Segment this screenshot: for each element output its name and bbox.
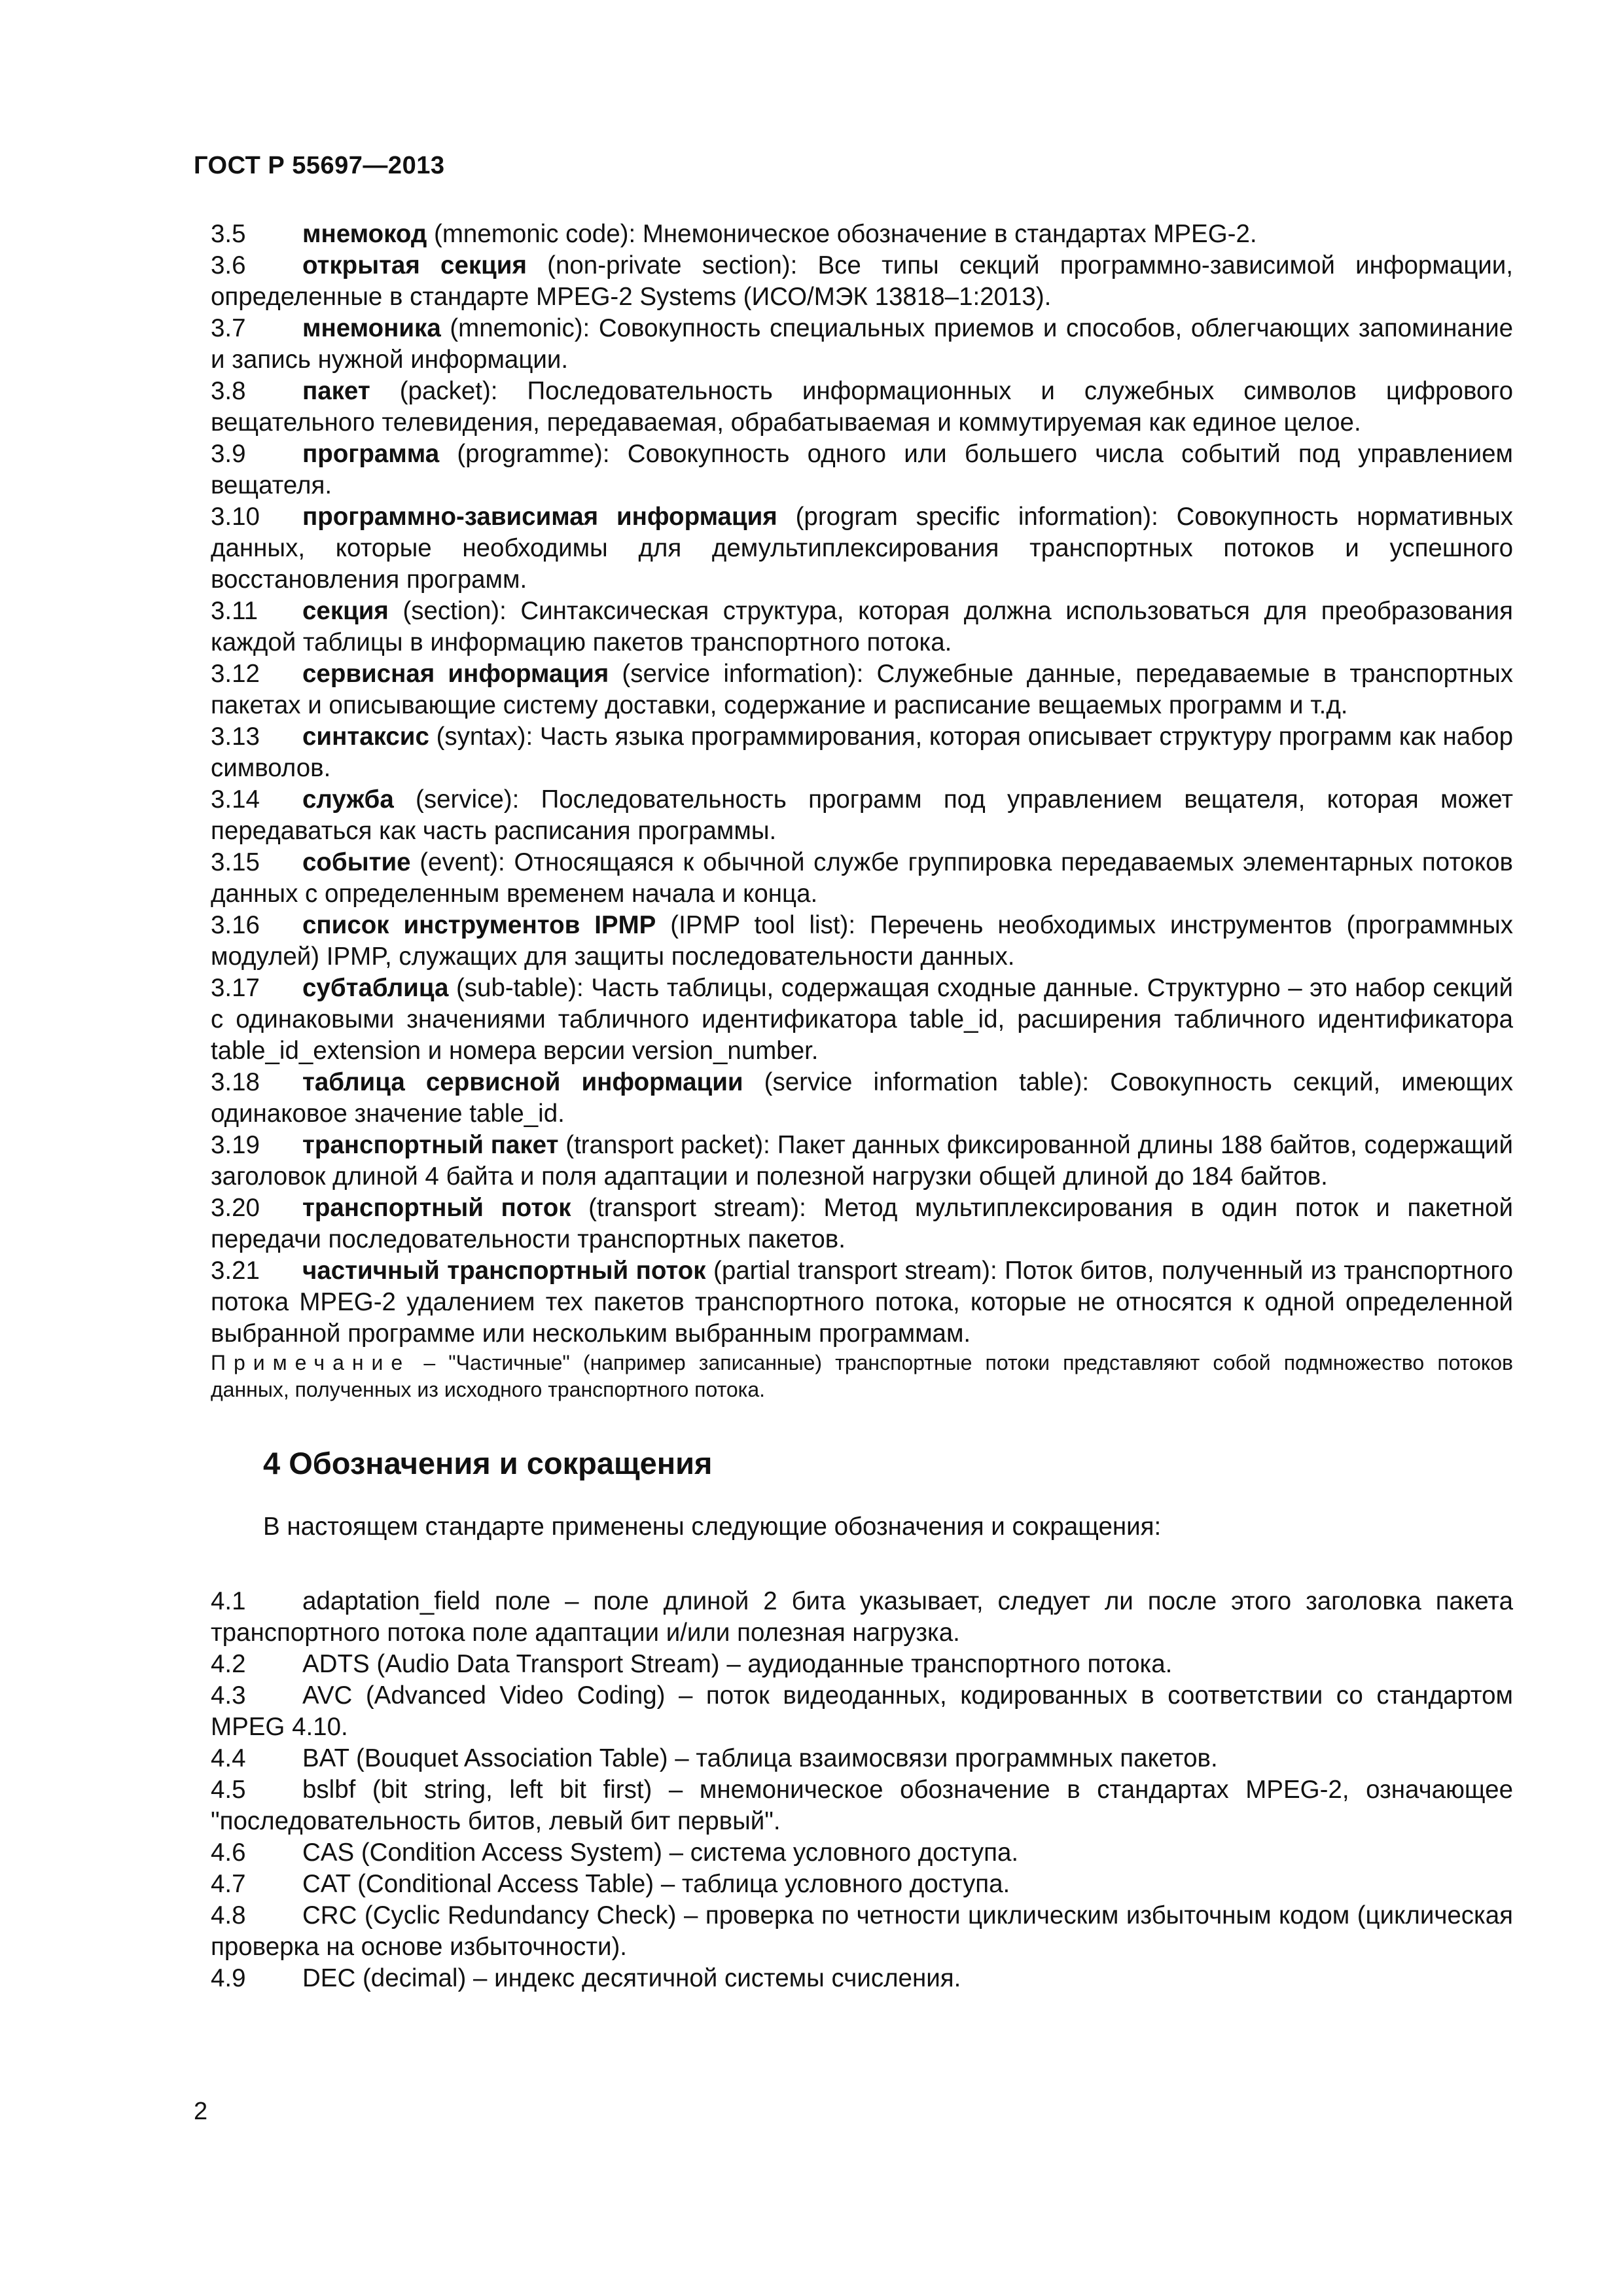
definition-term: пакет xyxy=(302,377,370,405)
abbreviation-number: 4.1 xyxy=(211,1587,246,1615)
definition-text: (programme): Совокупность одного или большего числа событий под управлением вещателя. xyxy=(211,440,1513,499)
note-text: – "Частичные" (например записанные) транспортные потоки представляют собой подмножество потоков данных, полученных из исходного транспортного потока. xyxy=(211,1351,1513,1401)
definition-text: (service): Последовательность программ под управлением вещателя, которая может передаваться как часть расписания программы. xyxy=(211,785,1513,845)
definition-item xyxy=(211,784,1513,847)
definition-number: 3.20 xyxy=(211,1194,260,1222)
abbreviation-number: 4.8 xyxy=(211,1901,246,1929)
definition-text: (program specific information): Совокупность нормативных данных, которые необходимы для демультиплексирования транспортных потоков и успешного восстановления программ. xyxy=(211,503,1513,594)
definition-item xyxy=(211,501,1513,596)
abbreviation-item xyxy=(211,1586,1513,1649)
definition-term: мнемокод xyxy=(302,220,427,248)
definition-text: (partial transport stream): Поток битов, полученный из транспортного потока MPEG-2 удалением тех пакетов транспортного потока, которые не относятся к одной определенной выбранной программе или нескольким выбранным программам. xyxy=(211,1257,1513,1348)
definition-item xyxy=(211,721,1513,784)
section-intro: В настоящем стандарте применены следующие обозначения и сокращения: xyxy=(263,1513,1162,1541)
abbreviation-number: 4.5 xyxy=(211,1776,246,1804)
definition-item xyxy=(211,658,1513,721)
abbreviation-item xyxy=(211,1649,1513,1680)
abbreviation-item xyxy=(211,1963,1513,1994)
definition-text: (service information): Служебные данные, передаваемые в транспортных пакетах и описывающие систему доставки, содержание и расписание вещаемых программ и т.д. xyxy=(211,660,1514,719)
definition-item xyxy=(211,219,1513,250)
abbreviation-text: bslbf (bit string, left bit first) – мнемоническое обозначение в стандартах MPEG-2, означающее "последовательность битов, левый бит первый". xyxy=(211,1776,1513,1835)
abbreviations-list xyxy=(211,1586,1513,1994)
definition-item xyxy=(211,596,1513,658)
abbreviation-text: ADTS (Audio Data Transport Stream) – аудиоданные транспортного потока. xyxy=(302,1650,1173,1678)
definition-number: 3.9 xyxy=(211,440,246,468)
definition-term: служба xyxy=(302,785,394,814)
definition-number: 3.16 xyxy=(211,911,260,939)
definition-term: секция xyxy=(302,597,389,625)
definition-number: 3.19 xyxy=(211,1131,260,1159)
definition-text: (mnemonic): Совокупность специальных приемов и способов, облегчающих запоминание и запись нужной информации. xyxy=(211,314,1513,374)
abbreviation-item xyxy=(211,1680,1513,1743)
definition-text: (syntax): Часть языка программирования, которая описывает структуру программ как набор символов. xyxy=(211,723,1513,782)
definition-term: транспортный поток xyxy=(302,1194,571,1222)
abbreviation-item xyxy=(211,1774,1513,1837)
definition-text: (non-private section): Все типы секций программно-зависимой информации, определенные в стандарте MPEG-2 Systems (ИСО/МЭК 13818–1:2013). xyxy=(211,251,1513,311)
definition-number: 3.6 xyxy=(211,251,246,279)
abbreviation-number: 4.4 xyxy=(211,1744,246,1772)
abbreviation-text: CAT (Conditional Access Table) – таблица условного доступа. xyxy=(302,1870,1010,1898)
definition-term: событие xyxy=(302,848,411,876)
page-content xyxy=(211,219,1513,1994)
definition-term: список инструментов IPMP xyxy=(302,911,656,939)
definition-item xyxy=(211,973,1513,1067)
definition-item xyxy=(211,250,1513,313)
definition-term: программно-зависимая информация xyxy=(302,503,777,531)
definition-number: 3.11 xyxy=(211,597,259,625)
definition-item xyxy=(211,847,1513,910)
abbreviation-text: AVC (Advanced Video Coding) – поток видеоданных, кодированных в соответствии со стандартом MPEG 4.10. xyxy=(211,1681,1513,1741)
definition-number: 3.8 xyxy=(211,377,246,405)
abbreviation-number: 4.6 xyxy=(211,1839,246,1867)
abbreviation-number: 4.3 xyxy=(211,1681,246,1710)
definition-number: 3.7 xyxy=(211,314,246,342)
abbreviation-text: CAS (Condition Access System) – система условного доступа. xyxy=(302,1839,1019,1867)
definition-term: открытая секция xyxy=(302,251,527,279)
definition-term: таблица сервисной информации xyxy=(302,1068,743,1096)
definitions-list xyxy=(211,219,1513,1350)
abbreviation-text: CRC (Cyclic Redundancy Check) – проверка по четности циклическим избыточным кодом (циклическая проверка на основе избыточности). xyxy=(211,1901,1513,1961)
section-title: 4 Обозначения и сокращения xyxy=(263,1446,713,1480)
definition-number: 3.5 xyxy=(211,220,246,248)
definition-text: (section): Синтаксическая структура, которая должна использоваться для преобразования каждой таблицы в информацию пакетов транспортного потока. xyxy=(211,597,1513,656)
definition-text: (transport packet): Пакет данных фиксированной длины 188 байтов, содержащий заголовок длиной 4 байта и поля адаптации и полезной нагрузки общей длиной до 184 байтов. xyxy=(211,1131,1513,1191)
definition-text: (sub-table): Часть таблицы, содержащая сходные данные. Структурно – это набор секций с одинаковыми значениями табличного идентификатора table_id, расширения табличного идентификатора table_id_extension и номера версии version_number. xyxy=(211,974,1513,1065)
definition-term: мнемоника xyxy=(302,314,441,342)
definition-text: (transport stream): Метод мультиплексирования в один поток и пакетной передачи последовательности транспортных пакетов. xyxy=(211,1194,1514,1253)
definition-item xyxy=(211,439,1513,501)
definition-term: транспортный пакет xyxy=(302,1131,559,1159)
definition-item xyxy=(211,910,1513,973)
abbreviation-text: BAT (Bouquet Association Table) – таблица взаимосвязи программных пакетов. xyxy=(302,1744,1218,1772)
document-header: ГОСТ Р 55697—2013 xyxy=(194,152,445,179)
page-number: 2 xyxy=(194,2098,208,2125)
abbreviation-number: 4.2 xyxy=(211,1650,246,1678)
abbreviation-item xyxy=(211,1743,1513,1774)
definition-number: 3.17 xyxy=(211,974,260,1002)
definition-text: (event): Относящаяся к обычной службе группировка передаваемых элементарных потоков данных с определенным временем начала и конца. xyxy=(211,848,1513,908)
definition-number: 3.10 xyxy=(211,503,260,531)
definition-item xyxy=(211,1130,1513,1193)
abbreviation-text: adaptation_field поле – поле длиной 2 бита указывает, следует ли после этого заголовка пакета транспортного потока поле адаптации и/или полезная нагрузка. xyxy=(211,1587,1513,1647)
definition-term: программа xyxy=(302,440,440,468)
definition-number: 3.13 xyxy=(211,723,260,751)
abbreviation-text: DEC (decimal) – индекс десятичной системы счисления. xyxy=(302,1964,961,1992)
abbreviation-number: 4.9 xyxy=(211,1964,246,1992)
definition-number: 3.18 xyxy=(211,1068,260,1096)
definition-item xyxy=(211,1255,1513,1350)
abbreviation-item xyxy=(211,1900,1513,1963)
definition-term: субтаблица xyxy=(302,974,449,1002)
definition-item xyxy=(211,1067,1513,1130)
definition-text: (mnemonic code): Мнемоническое обозначение в стандартах MPEG-2. xyxy=(427,220,1257,248)
definition-item xyxy=(211,313,1513,376)
definition-text: (IPMP tool list): Перечень необходимых инструментов (программных модулей) IPMP, служащих для защиты последовательности данных. xyxy=(211,911,1513,971)
abbreviation-item xyxy=(211,1837,1513,1869)
note xyxy=(211,1350,1513,1403)
abbreviation-number: 4.7 xyxy=(211,1870,246,1898)
definition-number: 3.12 xyxy=(211,660,260,688)
definition-term: синтаксис xyxy=(302,723,429,751)
definition-text: (packet): Последовательность информационных и служебных символов цифрового вещательного телевидения, передаваемая, обрабатываемая и коммутируемая как единое целое. xyxy=(211,377,1513,437)
abbreviation-item xyxy=(211,1869,1513,1900)
definition-text: (service information table): Совокупность секций, имеющих одинаковое значение table_id. xyxy=(211,1068,1514,1128)
definition-item xyxy=(211,376,1513,439)
definition-term: частичный транспортный поток xyxy=(302,1257,706,1285)
definition-number: 3.21 xyxy=(211,1257,260,1285)
definition-number: 3.15 xyxy=(211,848,260,876)
note-label: Примечание xyxy=(211,1351,411,1374)
definition-term: сервисная информация xyxy=(302,660,609,688)
definition-number: 3.14 xyxy=(211,785,260,814)
definition-item xyxy=(211,1193,1513,1255)
